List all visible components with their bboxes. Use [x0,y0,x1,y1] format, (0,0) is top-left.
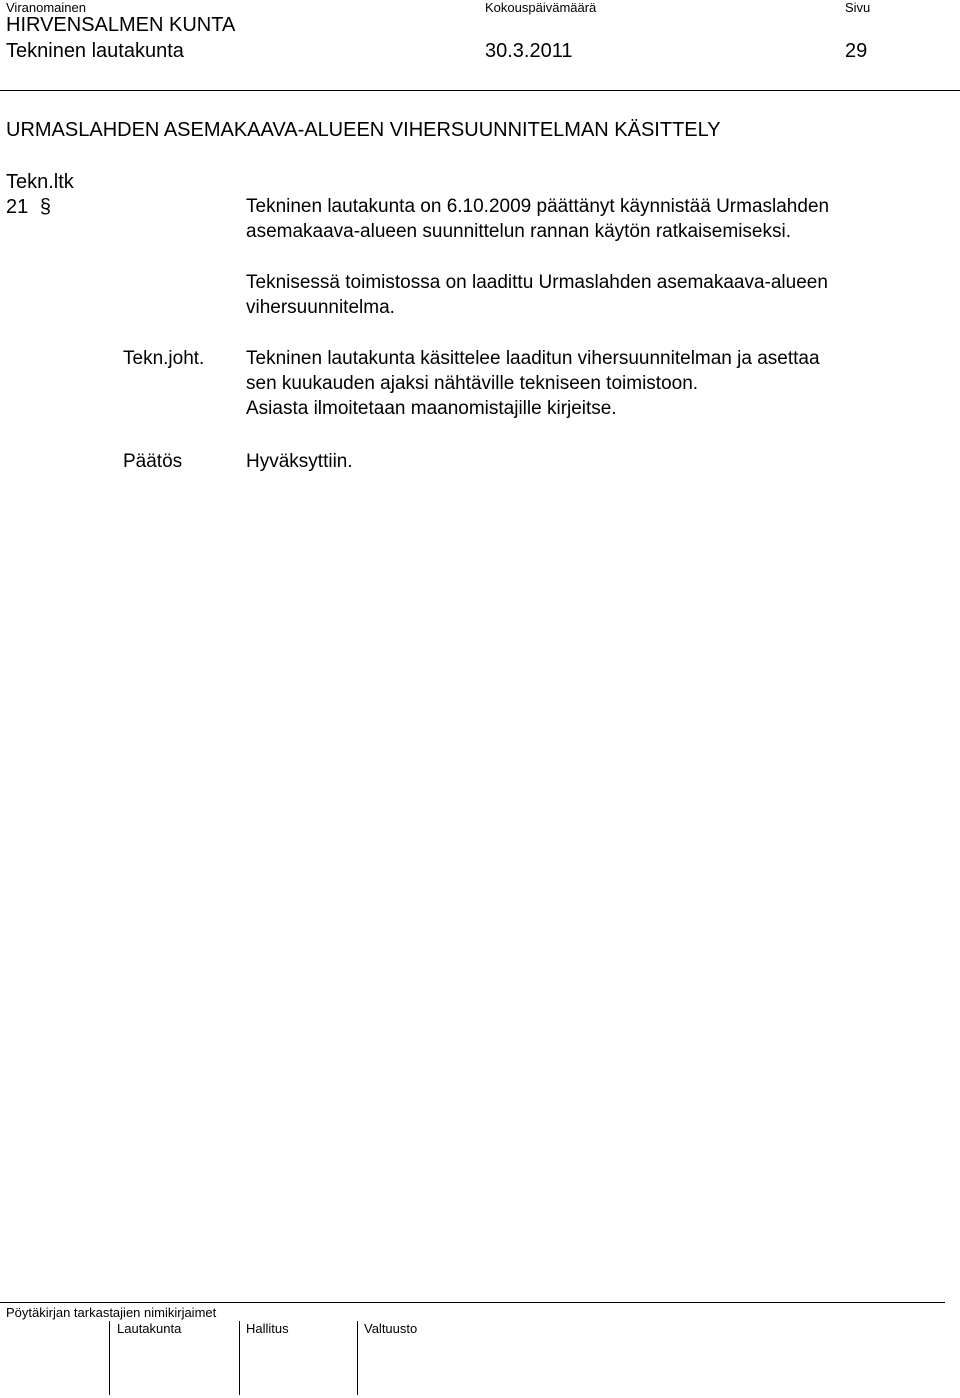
footer-divider [0,1302,945,1303]
paragraph-line: vihersuunnitelma. [246,297,395,318]
authority-label: Viranomainen [6,0,86,15]
signature-col-board: Lautakunta [117,1321,182,1336]
paragraph-drafted-plan [246,270,946,320]
meeting-date-label: Kokouspäivämäärä [485,0,597,15]
proposal-text [246,346,946,421]
board-name: Tekninen lautakunta [6,40,184,62]
section-symbol: § [39,196,51,218]
header-divider [0,90,960,91]
signature-box-divider [357,1321,358,1395]
section-number [6,195,51,219]
paragraph-line: sen kuukauden ajaksi nähtäville tekniseen toimistoon. [246,373,699,394]
paragraph-line: asemakaava-alueen suunnittelun rannan käytön ratkaisemiseksi. [246,221,791,242]
signature-box-divider [239,1321,240,1395]
decision-label: Päätös [123,451,183,472]
signature-col-council: Valtuusto [364,1321,418,1336]
page-label: Sivu [845,0,871,15]
meeting-date: 30.3.2011 [485,40,573,62]
paragraph-line: Asiasta ilmoitetaan maanomistajille kirjeitse. [246,398,617,419]
decision-text: Hyväksyttiin. [246,451,353,472]
paragraph-line: Teknisessä toimistossa on laadittu Urmaslahden asemakaava-alueen [246,272,828,293]
page-number: 29 [845,40,868,62]
proposal-label: Tekn.joht. [123,348,205,369]
signatures-label: Pöytäkirjan tarkastajien nimikirjaimet [6,1305,217,1320]
paragraph-background [246,194,946,244]
signature-box-divider [109,1321,110,1395]
municipality-name: HIRVENSALMEN KUNTA [6,14,236,36]
paragraph-line: Tekninen lautakunta käsittelee laaditun vihersuunnitelman ja asettaa [246,348,820,369]
paragraph-line: Tekninen lautakunta on 6.10.2009 päättänyt käynnistää Urmaslahden [246,196,830,217]
section-ref-label: Tekn.ltk [6,171,74,193]
section-number-value: 21 [6,196,29,218]
signature-col-government: Hallitus [246,1321,289,1336]
item-title: URMASLAHDEN ASEMAKAAVA-ALUEEN VIHERSUUNNITELMAN KÄSITTELY [6,119,721,141]
